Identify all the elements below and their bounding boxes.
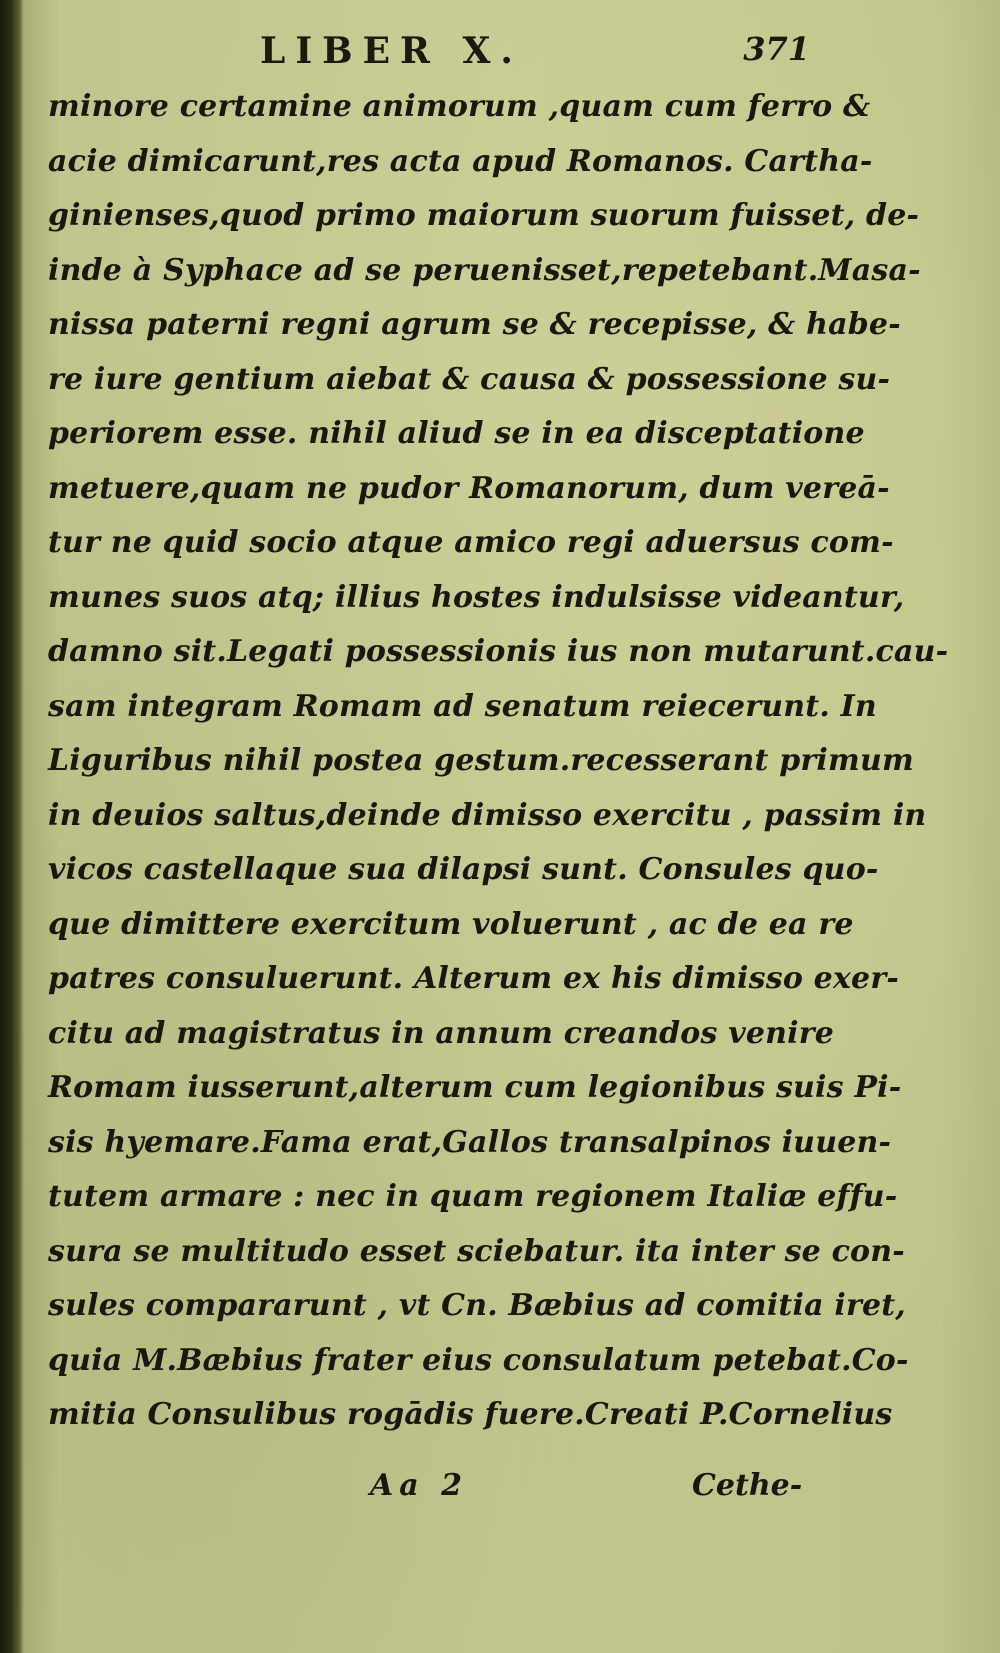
text-line: sules compararunt , vt Cn. Bæbius ad comitia iret, [48,1288,906,1323]
text-line: mitia Consulibus rogādis fuere.Creati P.Cornelius [48,1397,893,1432]
text-line: patres consuluerunt. Alterum ex his dimisso exer- [48,961,900,996]
text-line: sis hyemare.Fama erat,Gallos transalpinos iuuen- [48,1124,892,1160]
text-line: inde à Syphace ad se peruenisset,repetebant.Masa- [48,252,921,288]
page-header [50,26,810,76]
text-line: metuere,quam ne pudor Romanorum, dum vereā- [48,470,890,506]
running-title: LIBER X. [260,30,523,72]
text-line: Romam iusserunt,alterum cum legionibus suis Pi- [48,1070,902,1105]
catchword: Cethe- [692,1468,803,1503]
text-line: in deuios saltus,deinde dimisso exercitu , passim in [48,797,927,833]
text-line: citu ad magistratus in annum creandos venire [48,1015,835,1051]
text-line: acie dimicarunt,res acta apud Romanos. Cartha- [48,143,873,179]
text-line: munes suos atq; illius hostes indulsisse videantur, [48,579,905,615]
text-line: tur ne quid socio atque amico regi aduersus com- [48,525,894,560]
text-line: re iure gentium aiebat & causa & possessione su- [48,361,891,397]
body-text [48,80,949,1443]
text-line: vicos castellaque sua dilapsi sunt. Consules quo- [48,852,879,887]
text-line: Liguribus nihil postea gestum.recesserant primum [48,743,914,778]
text-line: sura se multitudo esset sciebatur. ita inter se con- [48,1233,905,1269]
text-line: tutem armare : nec in quam regionem Italiæ effu- [48,1179,898,1214]
text-line: periorem esse. nihil aliud se in ea disceptatione [48,416,865,451]
text-line: nissa paterni regni agrum se & recepisse, & habe- [48,307,901,342]
text-line: damno sit.Legati possessionis ius non mutarunt.cau- [48,634,949,669]
text-line: que dimittere exercitum voluerunt , ac de ea re [48,906,854,942]
text-line: minore certamine animorum ,quam cum ferro & [48,89,871,124]
binding-edge [0,0,24,1653]
text-line: quia M.Bæbius frater eius consulatum petebat.Co- [48,1342,909,1378]
page-number: 371 [743,30,810,68]
text-line: ginienses,quod primo maiorum suorum fuisset, de- [48,198,920,233]
signature-mark: Aa 2 [370,1468,469,1503]
text-line: sam integram Romam ad senatum reiecerunt. In [48,688,877,724]
